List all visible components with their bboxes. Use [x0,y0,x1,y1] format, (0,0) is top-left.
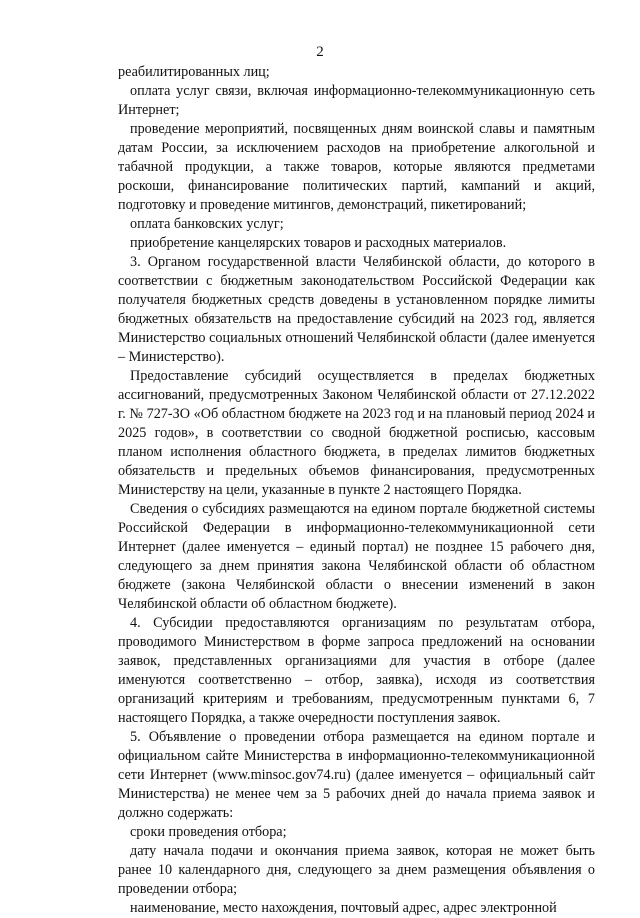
paragraph-subsidy-information: Сведения о субсидиях размещаются на едином портале бюджетной системы Российской Федерации в информационно-телекоммуникационной сети Интернет (далее именуется – единый портал) не позднее 15 рабочего дня, следующего за днем принятия закона Челябинской области об областном бюджете (закона Челябинской области о внесении изменений в закон Челябинской области об областном бюджете). [118,501,595,612]
paragraph-continuation: реабилитированных лиц; [118,64,270,80]
paragraph-events: проведение мероприятий, посвященных дням воинской славы и памятным датам России, за исключением расходов на приобретение алкогольной и табачной продукции, а также товаров, которые являются предметами роскоши, финансирование политических партий, кампаний и акций, подготовку и проведение митингов, демонстраций, пикетирований; [118,121,595,213]
paragraph-section-5: 5. Объявление о проведении отбора размещается на едином портале и официальном сайте Министерства в информационно-телекоммуникационной сети Интернет (www.minsoc.gov74.ru) (далее именуется – официальный сайт Министерства) не менее чем за 5 рабочих дней до начала приема заявок и должно содержать: [118,729,595,821]
paragraph-section-3: 3. Органом государственной власти Челябинской области, до которого в соответствии с бюджетным законодательством Российской Федерации как получателя бюджетных средств доведены в установленном порядке лимиты бюджетных обязательств на предоставление субсидий на 2023 год, является Министерство социальных отношений Челябинской области (далее именуется – Министерство). [118,254,595,365]
paragraph-budget-allocations: Предоставление субсидий осуществляется в пределах бюджетных ассигнований, предусмотренных Законом Челябинской области от 27.12.2022 г. № 727-ЗО «Об областном бюджете на 2023 год и на плановый период 2024 и 2025 годов», в соответствии со сводной бюджетной росписью, кассовым планом исполнения областного бюджета, в пределах лимитов бюджетных обязательств и предельных объемов финансирования, предусмотренных Министерству на цели, указанные в пункте 2 настоящего Порядка. [118,368,595,498]
paragraph-contact-details: наименование, место нахождения, почтовый адрес, адрес электронной [130,900,557,916]
paragraph-application-dates: дату начала подачи и окончания приема заявок, которая не может быть ранее 10 календарного дня, следующего за днем размещения объявления о проведении отбора; [118,843,595,897]
paragraph-section-4: 4. Субсидии предоставляются организациям по результатам отбора, проводимого Министерством в форме запроса предложений на основании заявок, представленных организациями для участия в отборе (далее именуются соответственно – отбор, заявка), исходя из соответствия организаций критериям и требованиям, предусмотренным пунктами 6, 7 настоящего Порядка, а также очередности поступления заявок. [118,615,595,726]
paragraph-bank-services: оплата банковских услуг; [130,216,284,232]
document-body [118,63,595,918]
page-number: 2 [316,44,324,60]
paragraph-selection-period: сроки проведения отбора; [130,824,287,840]
paragraph-communication-costs: оплата услуг связи, включая информационно-телекоммуникационную сеть Интернет; [118,83,595,118]
paragraph-office-supplies: приобретение канцелярских товаров и расходных материалов. [130,235,507,251]
